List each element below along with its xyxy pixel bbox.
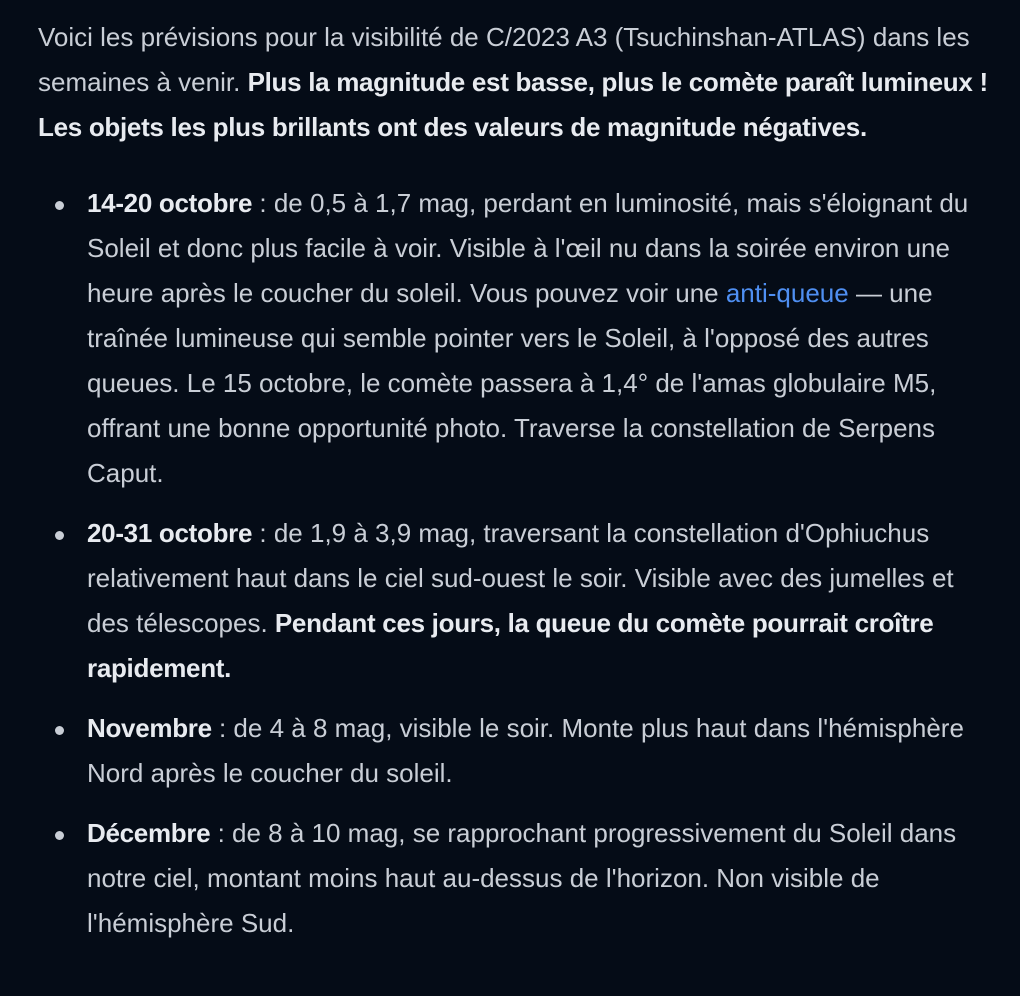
period-label: Novembre [87, 713, 212, 743]
period-label: 14-20 octobre [87, 188, 253, 218]
item-text: : de 1,9 à 3,9 mag, traversant la constellation d'Ophiuchus relativement haut dans le ciel sud-ouest le soir. Visible avec des jumelles et des télescopes. [87, 518, 954, 638]
list-item-november [38, 706, 990, 796]
item-emphasis: Pendant ces jours, la queue du comète pourrait croître rapidement. [87, 608, 934, 683]
intro-emphasis: Plus la magnitude est basse, plus le comète paraît lumineux ! Les objets les plus brillants ont des valeurs de magnitude négatives. [38, 67, 988, 142]
period-label: 20-31 octobre [87, 518, 253, 548]
bullet-icon [55, 201, 64, 210]
list-item-oct-14-20 [38, 181, 990, 496]
list-item-december [38, 811, 990, 946]
item-text: : de 8 à 10 mag, se rapprochant progressivement du Soleil dans notre ciel, montant moins haut au-dessus de l'horizon. Non visible de l'hémisphère Sud. [87, 818, 957, 938]
forecast-list [38, 181, 990, 946]
anti-queue-link[interactable]: anti-queue [725, 278, 849, 308]
item-text: : de 4 à 8 mag, visible le soir. Monte plus haut dans l'hémisphère Nord après le coucher du soleil. [87, 713, 964, 788]
intro-text: Voici les prévisions pour la visibilité de C/2023 A3 (Tsuchinshan-ATLAS) dans les semaines à venir. [38, 22, 970, 97]
bullet-icon [55, 531, 64, 540]
bullet-icon [55, 831, 64, 840]
item-text: : de 0,5 à 1,7 mag, perdant en luminosité, mais s'éloignant du Soleil et donc plus facile à voir. Visible à l'œil nu dans la soirée environ une heure après le coucher du soleil. Vous pouvez voir une [87, 188, 969, 308]
item-text-continued: — une traînée lumineuse qui semble pointer vers le Soleil, à l'opposé des autres queues. Le 15 octobre, le comète passera à 1,4° de l'amas globulaire M5, offrant une bonne opportunité photo. Traverse la constellation de Serpens Caput. [87, 278, 937, 488]
period-label: Décembre [87, 818, 211, 848]
intro-paragraph [38, 15, 990, 150]
list-item-oct-20-31 [38, 511, 990, 691]
bullet-icon [55, 726, 64, 735]
